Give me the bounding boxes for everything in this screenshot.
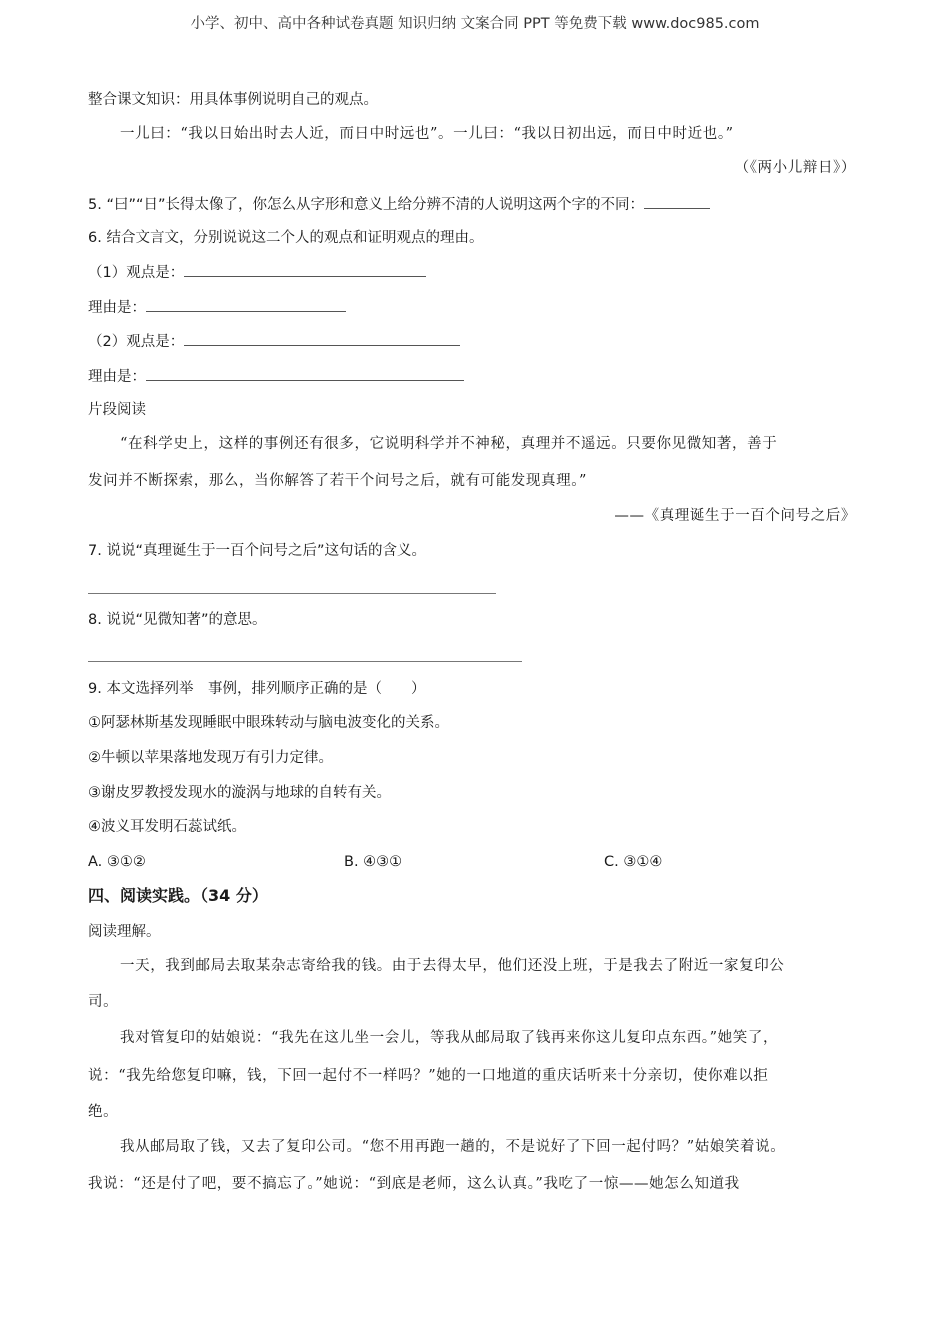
choice-c[interactable]: C. ③①④: [604, 854, 663, 870]
question-5-text: 5. “曰”“日”长得太像了，你怎么从字形和意义上给分辨不清的人说明这两个字的不同：: [88, 197, 644, 213]
quote-text: 一儿曰：“我以日始出时去人近，而日中时远也”。一儿曰：“我以日初出远，而日中时近也。”: [120, 126, 734, 142]
section-4-title: 四、阅读实践。（34 分）: [88, 886, 268, 905]
question-5: [88, 194, 710, 215]
choice-a[interactable]: A. ③①②: [88, 854, 146, 870]
question-6-1-view: [88, 262, 426, 283]
question-6-2-label: （2）观点是：: [88, 334, 185, 350]
reading-label: 阅读理解。: [88, 924, 161, 940]
passage-line: 司。: [88, 994, 119, 1010]
question-6-2-reason-label: 理由是：: [88, 369, 146, 385]
quote-source: （《两小儿辩日》）: [734, 160, 856, 176]
intro-text: 整合课文知识：用具体事例说明自己的观点。: [88, 92, 378, 108]
answer-line[interactable]: [88, 593, 496, 594]
choice-b[interactable]: B. ④③①: [344, 854, 403, 870]
answer-blank[interactable]: [644, 194, 710, 209]
fragment-source: ——《真理诞生于一百个问号之后》: [614, 508, 856, 524]
section-fragment-title: 片段阅读: [88, 402, 146, 418]
answer-blank[interactable]: [184, 262, 426, 277]
option-item: ②牛顿以苹果落地发现万有引力定律。: [88, 750, 333, 766]
passage-line: 我对管复印的姑娘说：“我先在这儿坐一会儿，等我从邮局取了钱再来你这儿复印点东西。”她笑了，: [120, 1030, 779, 1046]
option-item: ④波义耳发明石蕊试纸。: [88, 819, 246, 835]
answer-line[interactable]: [88, 661, 522, 662]
answer-blank[interactable]: [146, 297, 346, 312]
question-6-1-label: （1）观点是：: [88, 265, 185, 281]
option-item: ①阿瑟林斯基发现睡眠中眼珠转动与脑电波变化的关系。: [88, 715, 449, 731]
passage-line: 绝。: [88, 1104, 119, 1120]
passage-line: 说：“我先给您复印嘛，钱，下回一起付不一样吗？”她的一口地道的重庆话听来十分亲切，使你难以拒: [88, 1068, 769, 1084]
page-header: 小学、初中、高中各种试卷真题 知识归纳 文案合同 PPT 等免费下载 www.doc985.com: [190, 16, 760, 32]
question-6-1-reason-label: 理由是：: [88, 300, 146, 316]
question-6-2-view: [88, 331, 460, 352]
question-7: 7. 说说“真理诞生于一百个问号之后”这句话的含义。: [88, 543, 426, 559]
fragment-paragraph: 发问并不断探索，那么，当你解答了若干个问号之后，就有可能发现真理。”: [88, 473, 588, 489]
question-6-1-reason: [88, 297, 346, 318]
passage-line: 一天，我到邮局去取某杂志寄给我的钱。由于去得太早，他们还没上班，于是我去了附近一家复印公: [120, 958, 785, 974]
question-6-2-reason: [88, 366, 464, 387]
question-8: 8. 说说“见微知著”的意思。: [88, 612, 267, 628]
question-6: 6. 结合文言文，分别说说这二个人的观点和证明观点的理由。: [88, 230, 484, 246]
option-item: ③谢皮罗教授发现水的漩涡与地球的自转有关。: [88, 785, 391, 801]
answer-blank[interactable]: [184, 331, 460, 346]
fragment-paragraph: “在科学史上，这样的事例还有很多，它说明科学并不神秘，真理并不遥远。只要你见微知著，善于: [120, 436, 778, 452]
passage-line: 我说：“还是付了吧，要不搞忘了。”她说：“到底是老师，这么认真。”我吃了一惊——她怎么知道我: [88, 1176, 740, 1192]
passage-line: 我从邮局取了钱，又去了复印公司。“您不用再跑一趟的，不是说好了下回一起付吗？”姑娘笑着说。: [120, 1139, 786, 1155]
question-9: 9. 本文选择列举 事例，排列顺序正确的是（ ）: [88, 681, 426, 697]
answer-blank[interactable]: [146, 366, 464, 381]
